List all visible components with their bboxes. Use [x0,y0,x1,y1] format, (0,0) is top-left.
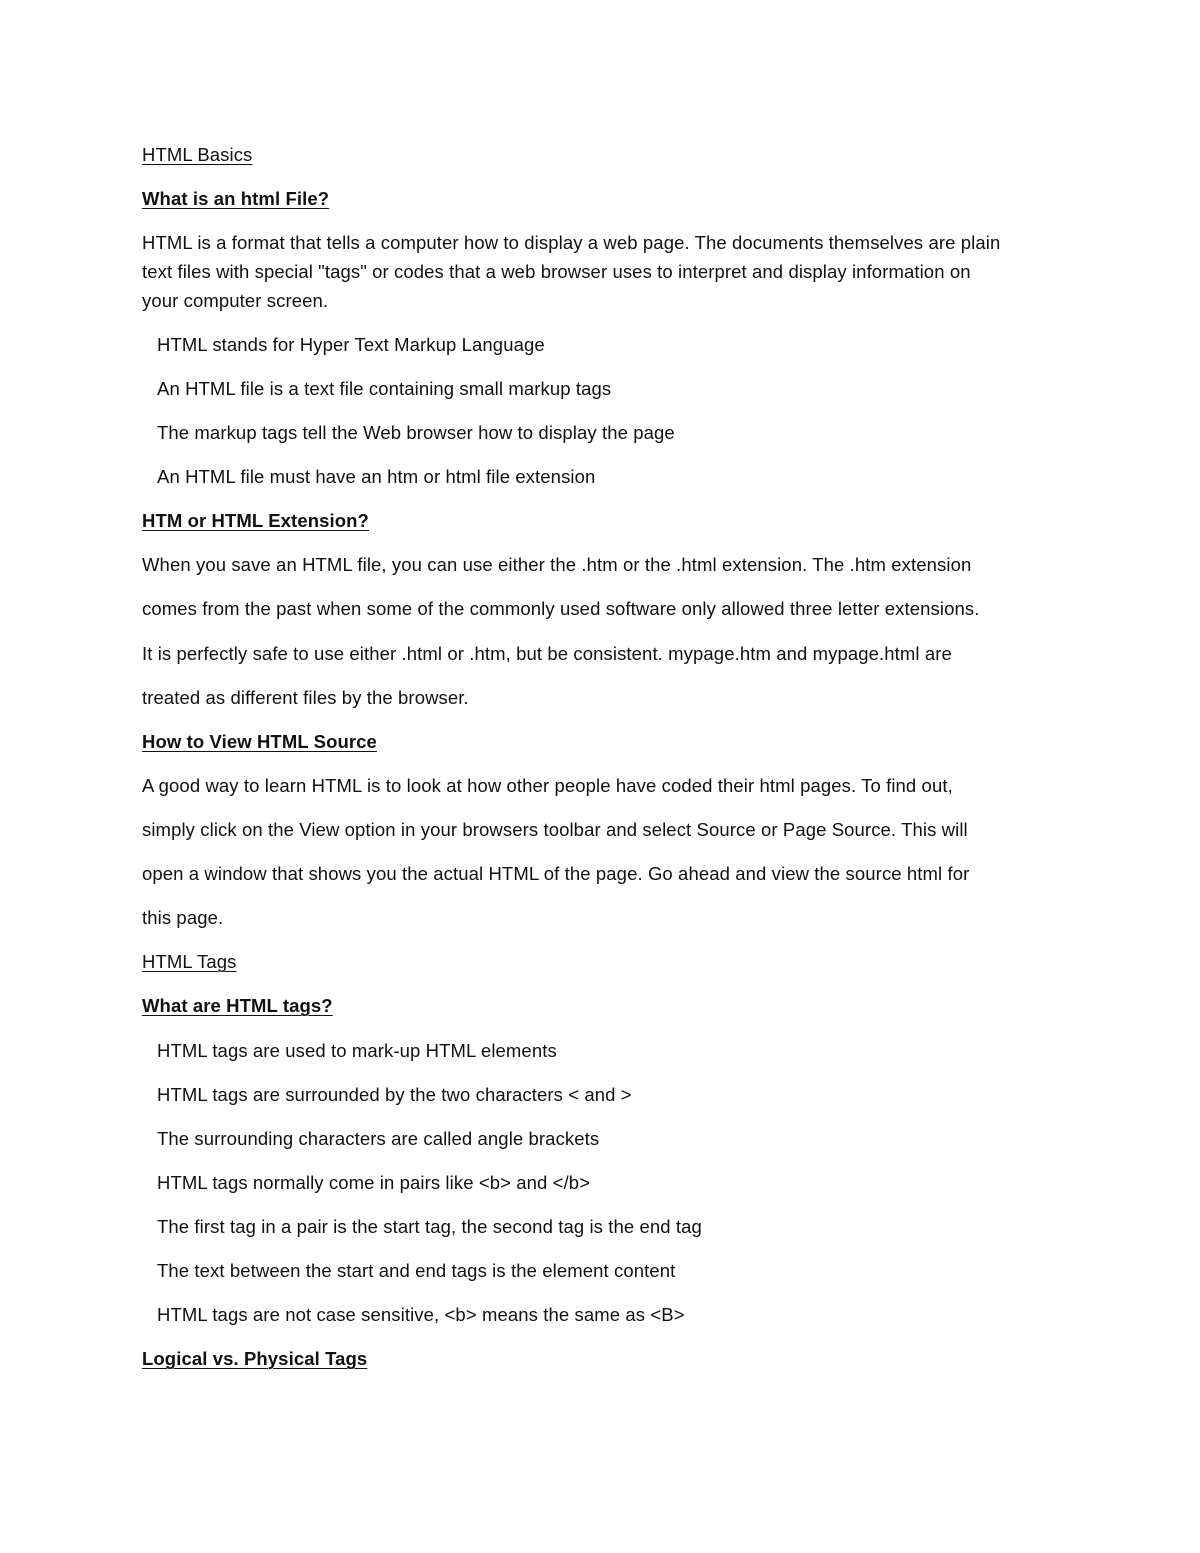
section-heading-tags: What are HTML tags? [142,995,333,1016]
tags-title: HTML Tags [142,951,237,972]
paragraph-line: It is perfectly safe to use either .html or .htm, but be consistent. mypage.htm and mypage.html are [142,643,952,664]
paragraph-line: open a window that shows you the actual HTML of the page. Go ahead and view the source html for [142,863,970,884]
document-title: HTML Basics [142,144,253,165]
section-heading-extension: HTM or HTML Extension? [142,510,369,531]
list-item: HTML stands for Hyper Text Markup Language [157,334,545,355]
list-item: HTML tags are surrounded by the two characters < and > [157,1084,632,1105]
paragraph-line: A good way to learn HTML is to look at how other people have coded their html pages. To find out, [142,775,953,796]
list-item: An HTML file must have an htm or html file extension [157,466,596,487]
paragraph-line: When you save an HTML file, you can use either the .htm or the .html extension. The .htm extension [142,554,972,575]
section-heading-view-source: How to View HTML Source [142,731,377,752]
paragraph-line: treated as different files by the browser. [142,687,469,708]
list-item: HTML tags are not case sensitive, <b> means the same as <B> [157,1304,685,1325]
paragraph-line: HTML is a format that tells a computer how to display a web page. The documents themselves are plain [142,232,1001,253]
section-heading-logical-physical: Logical vs. Physical Tags [142,1348,368,1369]
section-heading-html-file: What is an html File? [142,188,330,209]
list-item: An HTML file is a text file containing small markup tags [157,378,612,399]
list-item: The first tag in a pair is the start tag, the second tag is the end tag [157,1216,702,1237]
list-item: The surrounding characters are called angle brackets [157,1128,600,1149]
list-item: The markup tags tell the Web browser how to display the page [157,422,675,443]
paragraph-line: comes from the past when some of the commonly used software only allowed three letter extensions. [142,598,980,619]
paragraph-line: text files with special "tags" or codes that a web browser uses to interpret and display information on [142,261,971,282]
list-item: HTML tags normally come in pairs like <b> and </b> [157,1172,591,1193]
paragraph-line: simply click on the View option in your browsers toolbar and select Source or Page Source. This will [142,819,968,840]
paragraph-line: this page. [142,907,224,928]
list-item: The text between the start and end tags is the element content [157,1260,676,1281]
list-item: HTML tags are used to mark-up HTML elements [157,1040,557,1061]
paragraph-line: your computer screen. [142,290,329,311]
